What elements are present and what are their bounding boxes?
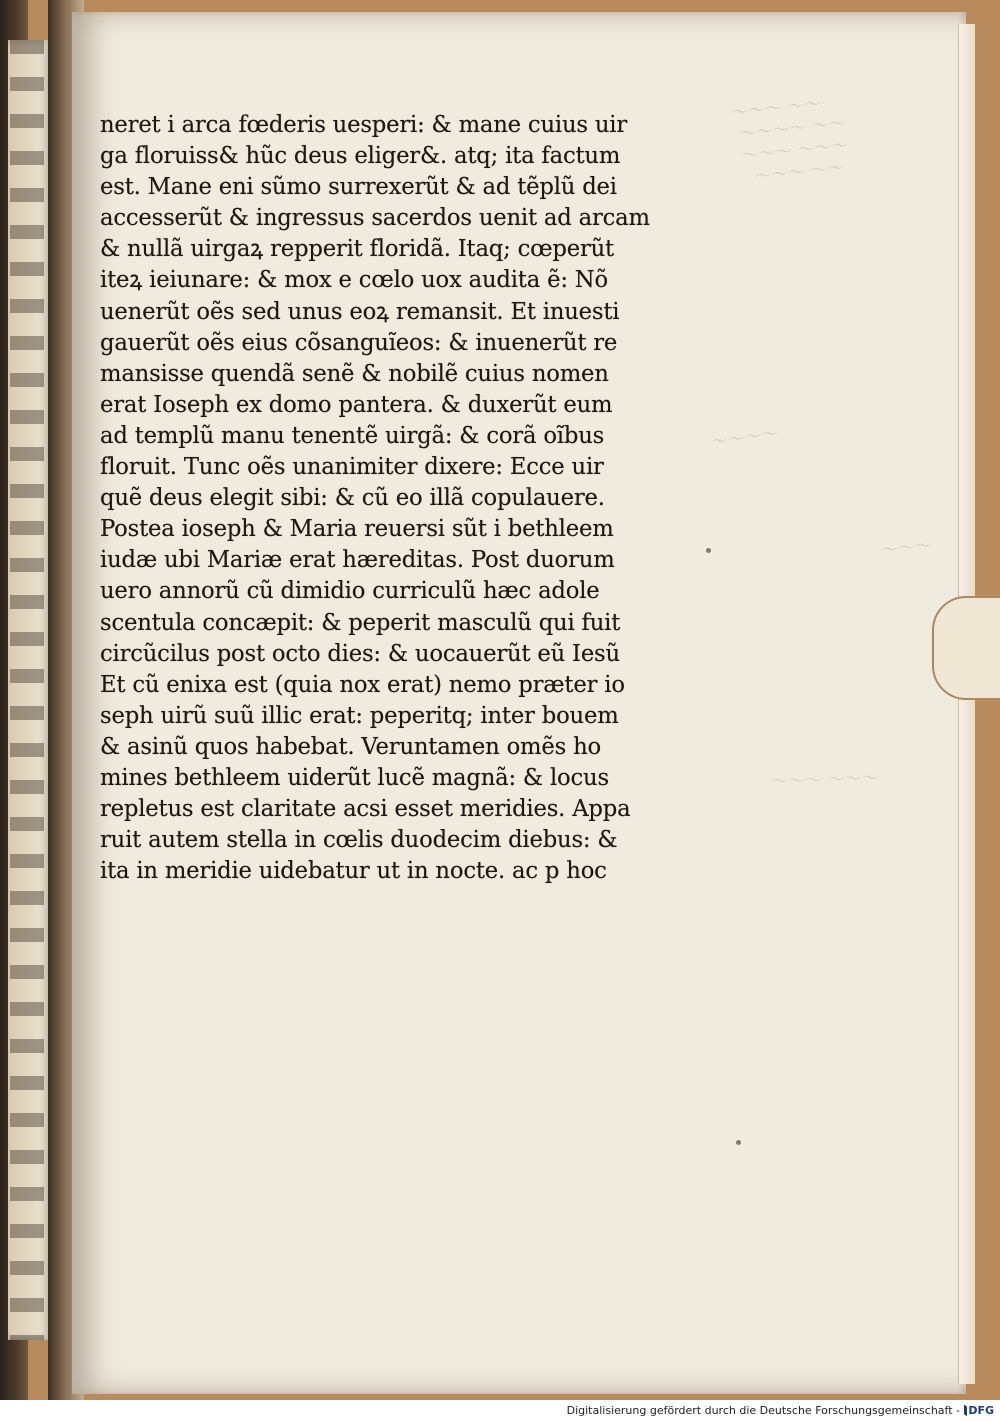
text-line: est. Mane eni sũmo surrexerũt & ad tẽplũ dei [100,174,617,201]
dfg-logo-icon [964,1405,967,1417]
text-line: circũcilus post octo dies: & uocauerũt eũ Iesũ [100,640,620,667]
text-line: iteꝝ ieiunare: & mox e cœlo uox audita ẽ: Nõ [100,267,608,294]
show-through-marks: ～～～ ～～～ [769,768,878,793]
text-line: seph uirũ suũ illic erat: peperitq; inter bouem [100,702,619,729]
text-line: neret i arca fœderis uesperi: & mane cuius uir [100,112,627,138]
text-line: accesserũt & ingressus sacerdos uenit ad arcam [100,205,650,232]
dfg-logo [964,1403,994,1418]
facing-page-fragment [8,40,52,1340]
text-line: uero annorũ cũ dimidio curriculũ hæc adole [100,578,600,605]
text-line: gauerũt oẽs eius cõsanguĩeos: & inuenerũt re [100,329,618,356]
text-line: iudæ ubi Mariæ erat hæreditas. Post duorum [100,547,615,574]
text-line: & nullã uirgaꝝ repperit floridã. Itaq; cœperũt [100,236,614,263]
text-line: erat Ioseph ex domo pantera. & duxerũt eum [100,391,613,418]
show-through-marks: ～～～～ [707,424,779,454]
funding-credit: Digitalisierung gefördert durch die Deutsche Forschungsgemeinschaft - [566,1404,960,1417]
text-line: mines bethleem uiderũt lucẽ magnã: & locus [100,764,609,791]
text-line: mansisse quendã senẽ & nobilẽ cuius nomen [100,360,609,387]
text-line: floruit. Tunc oẽs unanimiter dixere: Ecce uir [100,454,604,481]
text-line: Et cũ enixa est (quia nox erat) nemo præter io [100,671,625,698]
show-through-marks: ～～～ ～～ ～～～～ ～～ ～～～ ～～～ ～～～ ～～ [728,94,848,190]
page-edges [958,24,975,1384]
dfg-logo-text: DFG [968,1404,994,1417]
text-line: quẽ deus elegit sibi: & cũ eo illã copulauere. [100,485,605,512]
text-line: scentula concæpit: & peperit masculũ qui fuit [100,609,621,636]
text-line: & asinũ quos habebat. Veruntamen omẽs ho [100,733,601,760]
text-line: ita in meridie uidebatur ut in nocte. ac p hoc [100,858,607,885]
text-line: uenerũt oẽs sed unus eoꝝ remansit. Et inuesti [100,298,620,325]
text-line: ruit autem stella in cœlis duodecim diebus: & [100,827,618,854]
folder-tab [932,596,1000,700]
text-line: repletus est claritate acsi esset meridies. Appa [100,796,631,823]
digitization-footer [0,1400,1000,1422]
printed-text-block [100,110,720,887]
show-through-marks: ～～～ [878,535,932,562]
text-line: ad templũ manu tenentẽ uirgã: & corã oĩbus [100,422,605,449]
text-line: ga floruiss& hũc deus eliger&. atq; ita factum [100,143,621,170]
ink-speck [736,1140,741,1145]
text-line: Postea ioseph & Maria reuersi sũt i bethleem [100,516,614,543]
